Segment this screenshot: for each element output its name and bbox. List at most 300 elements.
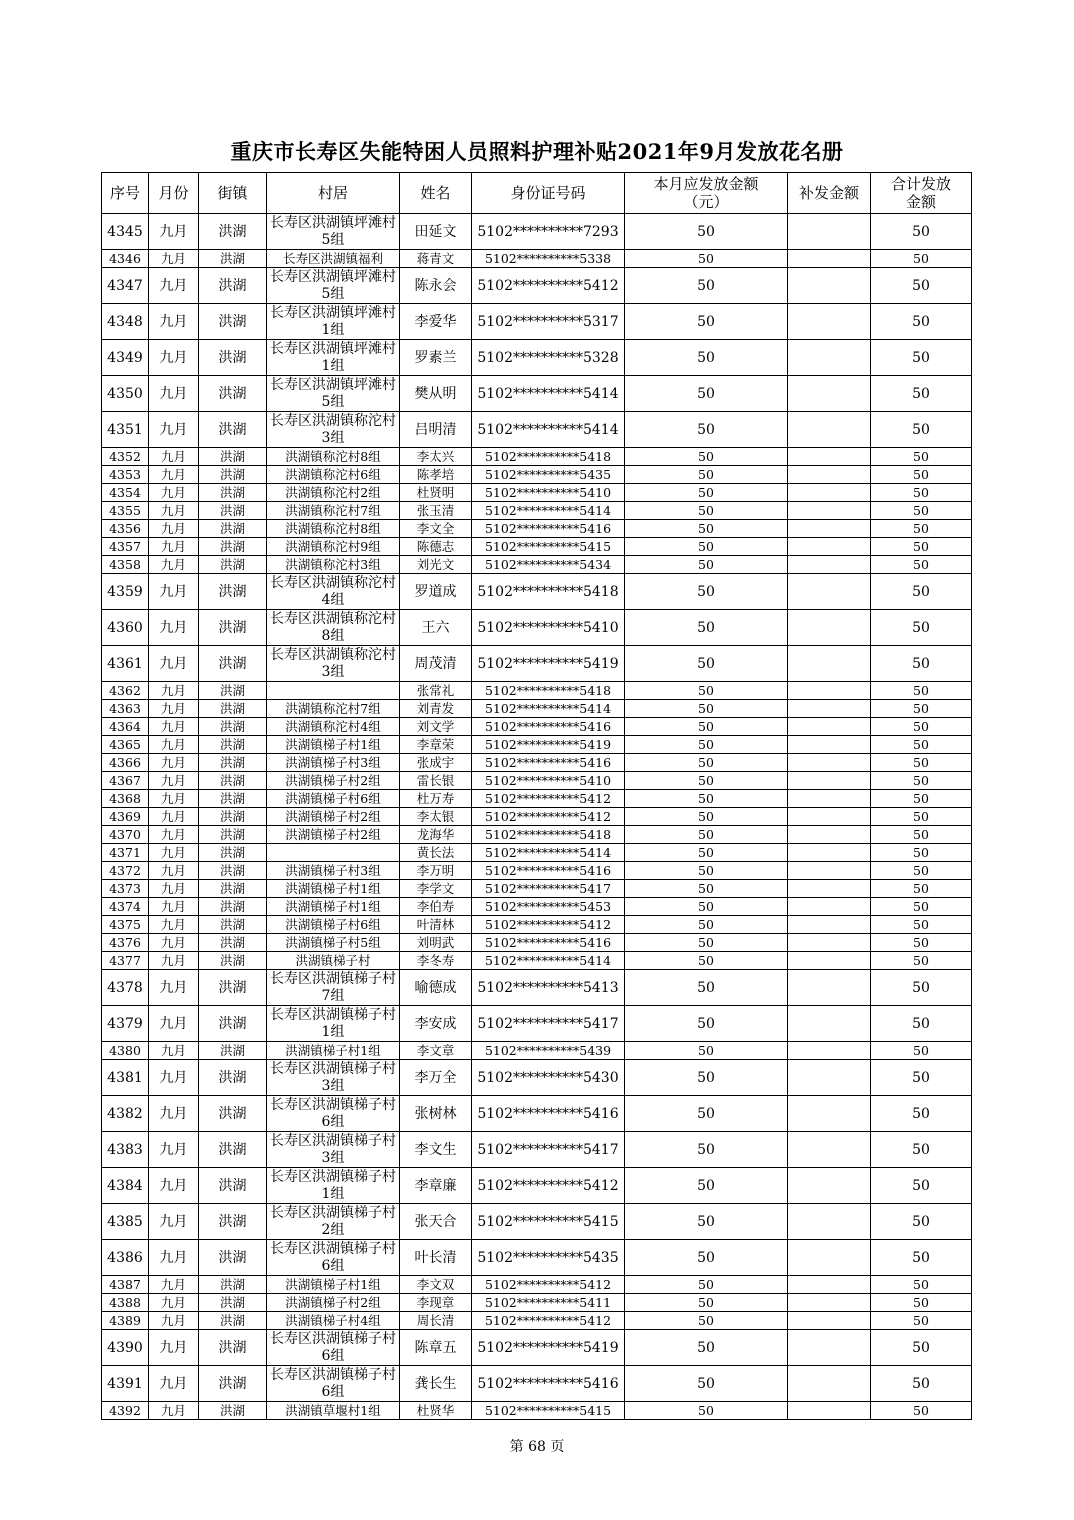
cell-total: 50 [871,1006,972,1042]
cell-town: 洪湖 [199,772,267,790]
cell-town: 洪湖 [199,754,267,772]
cell-town: 洪湖 [199,1006,267,1042]
cell-name: 雷长银 [400,772,472,790]
cell-name: 田延文 [400,214,472,250]
cell-total: 50 [871,538,972,556]
table-row [102,448,972,466]
cell-id: 5102**********5415 [472,538,625,556]
cell-id: 5102**********5416 [472,718,625,736]
cell-town: 洪湖 [199,1042,267,1060]
cell-amount: 50 [625,718,788,736]
cell-month: 九月 [149,1132,199,1168]
cell-village: 洪湖镇梯子村3组 [267,754,400,772]
cell-month: 九月 [149,520,199,538]
cell-town: 洪湖 [199,844,267,862]
cell-name: 周长清 [400,1312,472,1330]
cell-id: 5102**********5412 [472,1276,625,1294]
cell-amount: 50 [625,1096,788,1132]
cell-town: 洪湖 [199,520,267,538]
cell-no: 4364 [102,718,149,736]
cell-no: 4349 [102,340,149,376]
table-row [102,826,972,844]
cell-supplement [788,880,871,898]
cell-no: 4350 [102,376,149,412]
cell-month: 九月 [149,1366,199,1402]
table-row [102,340,972,376]
cell-no: 4361 [102,646,149,682]
cell-village: 长寿区洪湖镇坪滩村5组 [267,214,400,250]
cell-no: 4346 [102,250,149,268]
cell-town: 洪湖 [199,916,267,934]
cell-no: 4386 [102,1240,149,1276]
cell-month: 九月 [149,682,199,700]
cell-amount: 50 [625,1006,788,1042]
cell-id: 5102**********5435 [472,1240,625,1276]
cell-village: 洪湖镇称沱村4组 [267,718,400,736]
cell-month: 九月 [149,808,199,826]
cell-no: 4391 [102,1366,149,1402]
cell-supplement [788,1276,871,1294]
cell-total: 50 [871,880,972,898]
table-row [102,1060,972,1096]
cell-village: 洪湖镇梯子村2组 [267,808,400,826]
cell-no: 4377 [102,952,149,970]
table-row [102,754,972,772]
cell-id: 5102**********5412 [472,808,625,826]
cell-town: 洪湖 [199,646,267,682]
cell-id: 5102**********5412 [472,268,625,304]
table-row [102,736,972,754]
cell-amount: 50 [625,1168,788,1204]
cell-total: 50 [871,736,972,754]
cell-name: 叶清林 [400,916,472,934]
cell-amount: 50 [625,772,788,790]
cell-total: 50 [871,250,972,268]
cell-town: 洪湖 [199,610,267,646]
table-row [102,466,972,484]
cell-id: 5102**********5453 [472,898,625,916]
cell-id: 5102**********5414 [472,952,625,970]
cell-supplement [788,916,871,934]
cell-village: 洪湖镇称沱村7组 [267,700,400,718]
cell-total: 50 [871,574,972,610]
cell-id: 5102**********5413 [472,970,625,1006]
cell-village: 洪湖镇称沱村8组 [267,448,400,466]
cell-total: 50 [871,1060,972,1096]
cell-month: 九月 [149,340,199,376]
cell-no: 4392 [102,1402,149,1420]
cell-no: 4360 [102,610,149,646]
cell-id: 5102**********5418 [472,826,625,844]
cell-amount: 50 [625,862,788,880]
cell-village: 洪湖镇梯子村1组 [267,736,400,754]
cell-id: 5102**********5417 [472,1132,625,1168]
cell-month: 九月 [149,862,199,880]
cell-village: 洪湖镇草堰村1组 [267,1402,400,1420]
cell-village: 长寿区洪湖镇称沱村8组 [267,610,400,646]
cell-supplement [788,520,871,538]
cell-town: 洪湖 [199,376,267,412]
cell-name: 杜万寿 [400,790,472,808]
cell-town: 洪湖 [199,700,267,718]
cell-town: 洪湖 [199,1132,267,1168]
cell-supplement [788,556,871,574]
cell-no: 4356 [102,520,149,538]
cell-supplement [788,304,871,340]
cell-supplement [788,700,871,718]
cell-town: 洪湖 [199,808,267,826]
cell-town: 洪湖 [199,1366,267,1402]
cell-amount: 50 [625,646,788,682]
cell-total: 50 [871,862,972,880]
cell-town: 洪湖 [199,952,267,970]
cell-amount: 50 [625,1366,788,1402]
cell-no: 4362 [102,682,149,700]
table-row [102,250,972,268]
cell-town: 洪湖 [199,502,267,520]
table-header-row [102,173,972,214]
table-row [102,1276,972,1294]
cell-total: 50 [871,502,972,520]
cell-name: 李冬寿 [400,952,472,970]
cell-amount: 50 [625,1204,788,1240]
table-body [102,214,972,1420]
cell-total: 50 [871,466,972,484]
table-row [102,808,972,826]
cell-no: 4376 [102,934,149,952]
cell-amount: 50 [625,952,788,970]
cell-supplement [788,826,871,844]
cell-town: 洪湖 [199,556,267,574]
cell-month: 九月 [149,700,199,718]
cell-village: 洪湖镇称沱村7组 [267,502,400,520]
cell-name: 杜贤明 [400,484,472,502]
cell-supplement [788,718,871,736]
cell-total: 50 [871,682,972,700]
cell-total: 50 [871,1312,972,1330]
table-row [102,682,972,700]
col-header-amount: 本月应发放金额（元） [625,173,788,214]
table-row [102,520,972,538]
table-row [102,376,972,412]
cell-no: 4355 [102,502,149,520]
cell-month: 九月 [149,304,199,340]
cell-month: 九月 [149,574,199,610]
cell-name: 张树林 [400,1096,472,1132]
cell-total: 50 [871,934,972,952]
cell-month: 九月 [149,718,199,736]
table-row [102,970,972,1006]
table-row [102,862,972,880]
cell-name: 刘文学 [400,718,472,736]
cell-month: 九月 [149,448,199,466]
cell-name: 喻德成 [400,970,472,1006]
cell-name: 陈德志 [400,538,472,556]
table-row [102,1366,972,1402]
cell-name: 王六 [400,610,472,646]
cell-town: 洪湖 [199,304,267,340]
cell-town: 洪湖 [199,412,267,448]
cell-id: 5102**********5415 [472,1402,625,1420]
cell-village: 长寿区洪湖镇梯子村6组 [267,1240,400,1276]
cell-supplement [788,268,871,304]
cell-village [267,844,400,862]
cell-village [267,682,400,700]
cell-total: 50 [871,916,972,934]
cell-id: 5102**********5418 [472,574,625,610]
cell-name: 张常礼 [400,682,472,700]
cell-village: 长寿区洪湖镇坪滩村1组 [267,340,400,376]
cell-no: 4352 [102,448,149,466]
cell-month: 九月 [149,790,199,808]
cell-total: 50 [871,610,972,646]
cell-month: 九月 [149,1240,199,1276]
cell-village: 洪湖镇梯子村3组 [267,862,400,880]
cell-id: 5102**********5430 [472,1060,625,1096]
cell-total: 50 [871,304,972,340]
cell-name: 李伯寿 [400,898,472,916]
cell-supplement [788,502,871,520]
cell-month: 九月 [149,646,199,682]
cell-amount: 50 [625,376,788,412]
cell-town: 洪湖 [199,790,267,808]
cell-month: 九月 [149,772,199,790]
cell-amount: 50 [625,448,788,466]
cell-town: 洪湖 [199,250,267,268]
cell-name: 李章廉 [400,1168,472,1204]
cell-month: 九月 [149,466,199,484]
col-header-no: 序号 [102,173,149,214]
cell-name: 李万明 [400,862,472,880]
cell-amount: 50 [625,466,788,484]
cell-total: 50 [871,970,972,1006]
table-row [102,934,972,952]
cell-id: 5102**********5317 [472,304,625,340]
cell-total: 50 [871,826,972,844]
cell-month: 九月 [149,1006,199,1042]
cell-no: 4365 [102,736,149,754]
cell-name: 罗道成 [400,574,472,610]
cell-amount: 50 [625,250,788,268]
cell-id: 5102**********5416 [472,1096,625,1132]
cell-amount: 50 [625,1312,788,1330]
cell-amount: 50 [625,502,788,520]
cell-town: 洪湖 [199,898,267,916]
cell-name: 张成宇 [400,754,472,772]
cell-total: 50 [871,1240,972,1276]
cell-id: 5102**********5412 [472,916,625,934]
cell-amount: 50 [625,826,788,844]
cell-name: 李爱华 [400,304,472,340]
cell-total: 50 [871,952,972,970]
col-header-town: 街镇 [199,173,267,214]
cell-village: 长寿区洪湖镇梯子村7组 [267,970,400,1006]
cell-supplement [788,448,871,466]
cell-amount: 50 [625,538,788,556]
cell-village: 洪湖镇称沱村3组 [267,556,400,574]
table-row [102,952,972,970]
cell-month: 九月 [149,826,199,844]
cell-id: 5102**********7293 [472,214,625,250]
cell-amount: 50 [625,556,788,574]
cell-name: 蒋青文 [400,250,472,268]
cell-no: 4370 [102,826,149,844]
cell-month: 九月 [149,268,199,304]
cell-supplement [788,754,871,772]
cell-no: 4380 [102,1042,149,1060]
cell-village: 洪湖镇称沱村6组 [267,466,400,484]
table-row [102,1168,972,1204]
cell-supplement [788,1060,871,1096]
cell-town: 洪湖 [199,718,267,736]
cell-total: 50 [871,772,972,790]
cell-no: 4345 [102,214,149,250]
cell-name: 吕明清 [400,412,472,448]
cell-village: 洪湖镇梯子村6组 [267,916,400,934]
cell-name: 张天合 [400,1204,472,1240]
cell-total: 50 [871,1168,972,1204]
cell-supplement [788,1330,871,1366]
cell-town: 洪湖 [199,826,267,844]
cell-total: 50 [871,646,972,682]
cell-month: 九月 [149,934,199,952]
cell-month: 九月 [149,1096,199,1132]
cell-no: 4375 [102,916,149,934]
cell-total: 50 [871,1402,972,1420]
cell-village: 长寿区洪湖镇坪滩村5组 [267,268,400,304]
table-row [102,214,972,250]
cell-no: 4358 [102,556,149,574]
cell-total: 50 [871,790,972,808]
cell-id: 5102**********5414 [472,376,625,412]
cell-town: 洪湖 [199,340,267,376]
cell-supplement [788,1006,871,1042]
cell-month: 九月 [149,844,199,862]
cell-month: 九月 [149,502,199,520]
cell-month: 九月 [149,1060,199,1096]
col-header-total: 合计发放金额 [871,173,972,214]
table-row [102,268,972,304]
cell-amount: 50 [625,412,788,448]
cell-amount: 50 [625,700,788,718]
cell-id: 5102**********5415 [472,1204,625,1240]
cell-id: 5102**********5411 [472,1294,625,1312]
cell-village: 洪湖镇梯子村2组 [267,772,400,790]
cell-village: 长寿区洪湖镇称沱村3组 [267,646,400,682]
table-row [102,880,972,898]
cell-amount: 50 [625,844,788,862]
cell-no: 4378 [102,970,149,1006]
cell-id: 5102**********5434 [472,556,625,574]
cell-month: 九月 [149,214,199,250]
cell-amount: 50 [625,1240,788,1276]
cell-no: 4359 [102,574,149,610]
cell-name: 李学文 [400,880,472,898]
cell-name: 李文章 [400,1042,472,1060]
cell-month: 九月 [149,1168,199,1204]
col-header-supplement: 补发金额 [788,173,871,214]
cell-village: 长寿区洪湖镇福利 [267,250,400,268]
cell-month: 九月 [149,1402,199,1420]
cell-supplement [788,1240,871,1276]
cell-supplement [788,214,871,250]
cell-name: 李太银 [400,808,472,826]
cell-total: 50 [871,376,972,412]
cell-village: 洪湖镇称沱村9组 [267,538,400,556]
cell-supplement [788,1168,871,1204]
cell-town: 洪湖 [199,1168,267,1204]
cell-town: 洪湖 [199,1276,267,1294]
cell-amount: 50 [625,520,788,538]
cell-supplement [788,466,871,484]
cell-total: 50 [871,1294,972,1312]
cell-id: 5102**********5412 [472,1168,625,1204]
cell-amount: 50 [625,484,788,502]
table-row [102,1042,972,1060]
cell-town: 洪湖 [199,214,267,250]
table-row [102,772,972,790]
cell-supplement [788,808,871,826]
cell-name: 李安成 [400,1006,472,1042]
cell-id: 5102**********5416 [472,520,625,538]
cell-id: 5102**********5328 [472,340,625,376]
cell-amount: 50 [625,574,788,610]
table-row [102,1006,972,1042]
cell-id: 5102**********5416 [472,1366,625,1402]
cell-supplement [788,772,871,790]
cell-month: 九月 [149,970,199,1006]
cell-supplement [788,376,871,412]
table-row [102,700,972,718]
table-row [102,844,972,862]
cell-total: 50 [871,898,972,916]
cell-month: 九月 [149,754,199,772]
cell-no: 4387 [102,1276,149,1294]
cell-village: 长寿区洪湖镇梯子村6组 [267,1366,400,1402]
cell-town: 洪湖 [199,1312,267,1330]
col-header-id: 身份证号码 [472,173,625,214]
cell-name: 黄长法 [400,844,472,862]
cell-no: 4354 [102,484,149,502]
cell-month: 九月 [149,736,199,754]
cell-town: 洪湖 [199,268,267,304]
cell-no: 4372 [102,862,149,880]
cell-village: 长寿区洪湖镇称沱村4组 [267,574,400,610]
cell-name: 陈章五 [400,1330,472,1366]
cell-amount: 50 [625,268,788,304]
cell-id: 5102**********5419 [472,646,625,682]
table-row [102,556,972,574]
cell-total: 50 [871,1366,972,1402]
table-row [102,1240,972,1276]
cell-month: 九月 [149,1204,199,1240]
cell-town: 洪湖 [199,1096,267,1132]
cell-id: 5102**********5416 [472,862,625,880]
table-row [102,1096,972,1132]
cell-id: 5102**********5417 [472,880,625,898]
cell-no: 4368 [102,790,149,808]
cell-amount: 50 [625,934,788,952]
cell-month: 九月 [149,1276,199,1294]
cell-supplement [788,610,871,646]
cell-village: 洪湖镇梯子村1组 [267,1276,400,1294]
cell-no: 4351 [102,412,149,448]
cell-amount: 50 [625,808,788,826]
cell-total: 50 [871,268,972,304]
cell-village: 长寿区洪湖镇梯子村1组 [267,1168,400,1204]
cell-name: 刘光文 [400,556,472,574]
cell-village: 长寿区洪湖镇梯子村6组 [267,1330,400,1366]
